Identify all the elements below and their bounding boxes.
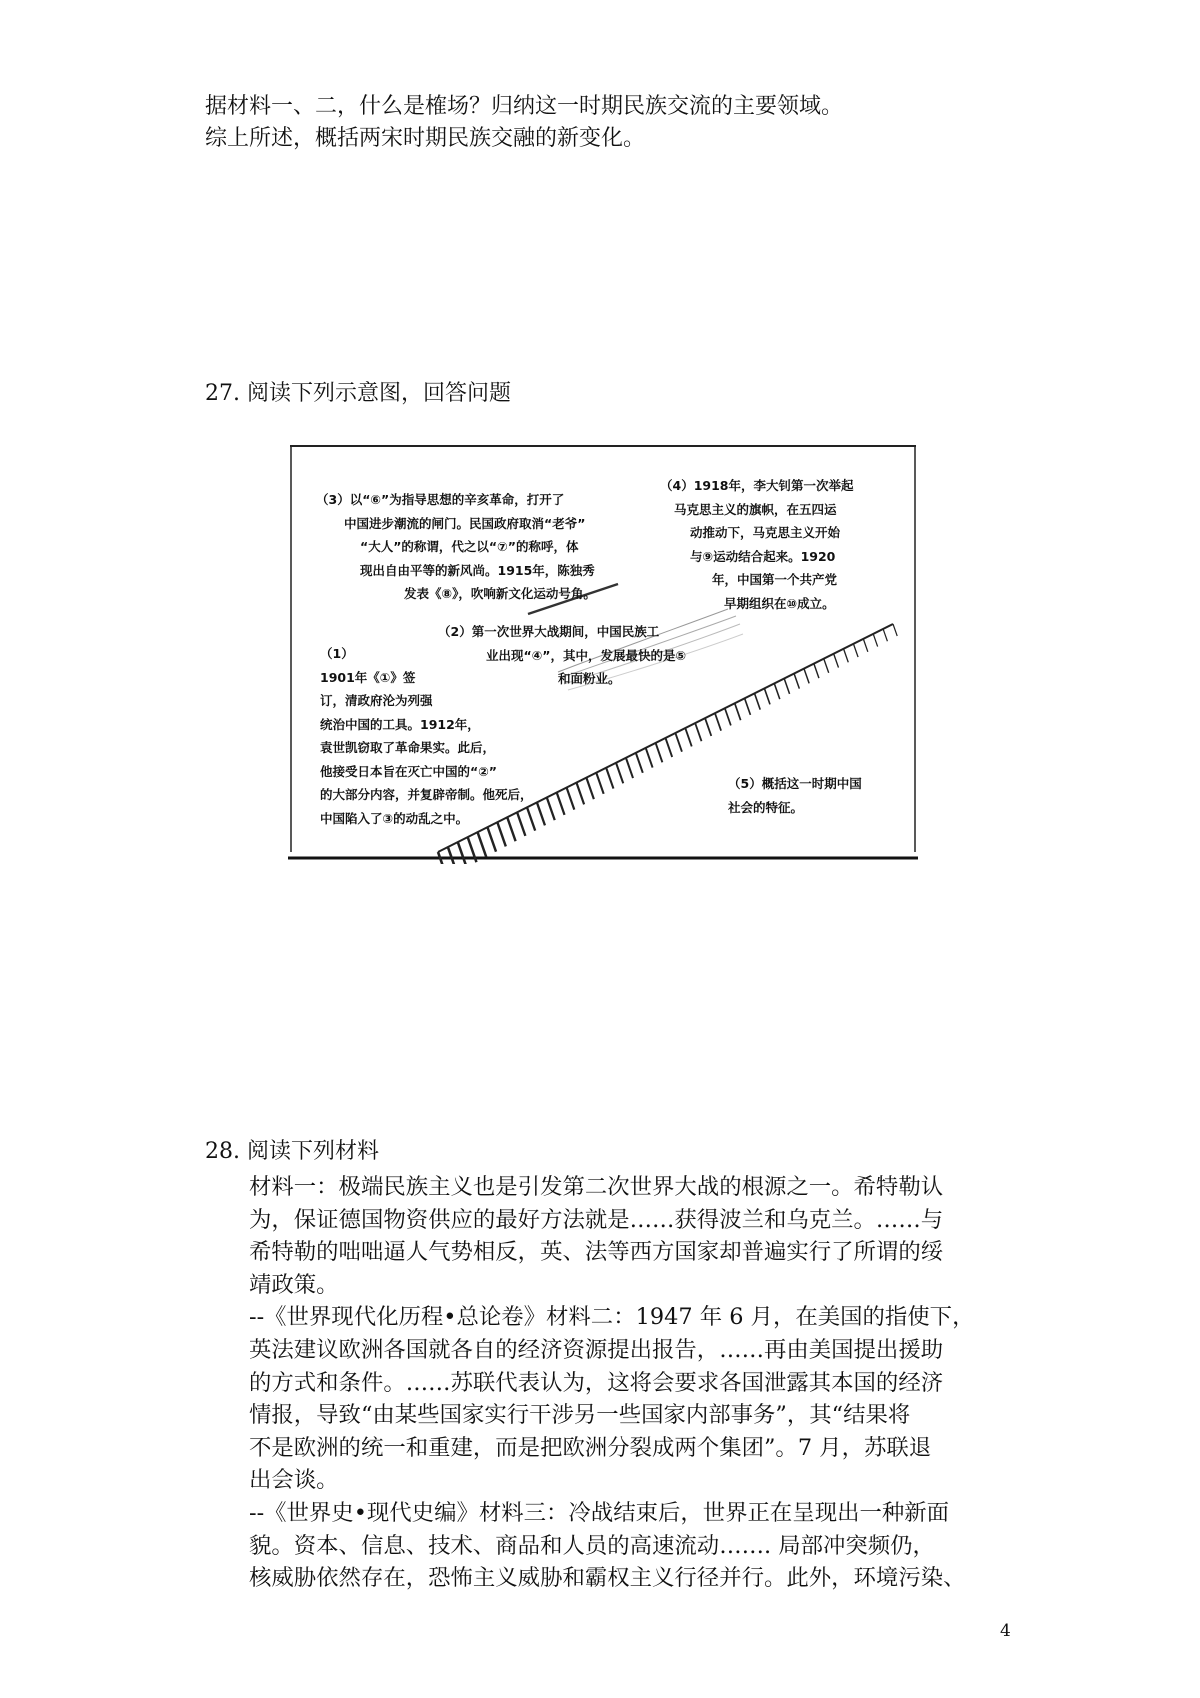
ruler-tick bbox=[705, 718, 711, 736]
material-line: 为，保证德国物资供应的最好方法就是……获得波兰和乌克兰。……与 bbox=[249, 1206, 944, 1233]
box-1-line: 袁世凯窃取了革命果实。此后， bbox=[320, 740, 496, 755]
ruler-tick bbox=[755, 693, 761, 709]
box-5-text bbox=[728, 772, 862, 819]
box-3-line: 发表《⑧》，吹响新文化运动号角。 bbox=[404, 586, 596, 601]
ruler-tick bbox=[764, 688, 770, 704]
ruler-tick bbox=[666, 738, 673, 757]
ruler-tick bbox=[576, 783, 584, 805]
material-line: 英法建议欧洲各国就各自的经济资源提出报告，……再由美国提出援助 bbox=[249, 1336, 944, 1363]
box-4-text bbox=[660, 474, 854, 615]
question-line-1: 据材料一、二，什么是榷场？归纳这一时期民族交流的主要领域。 bbox=[205, 94, 844, 119]
box-4-line: 年，中国第一个共产党 bbox=[712, 572, 838, 587]
ruler-tick bbox=[636, 753, 643, 773]
ruler-tick bbox=[774, 683, 779, 699]
box-3-line: 现出自由平等的新风尚。1915年，陈独秀 bbox=[360, 562, 595, 578]
ruler-tick bbox=[853, 644, 858, 657]
box-1-line: 他接受日本旨在灭亡中国的“②” bbox=[320, 763, 498, 779]
ruler-tick bbox=[863, 639, 868, 652]
ruler-tick bbox=[547, 797, 555, 820]
ruler-tick bbox=[458, 842, 467, 864]
box-3-line: “大人”的称谓，代之以“⑦”的称呼，体 bbox=[360, 539, 579, 554]
material-line: 貌。资本、信息、技术、商品和人员的高速流动……. 局部冲突频仍， bbox=[249, 1532, 935, 1559]
box-4-line: （4）1918年，李大钊第一次举起 bbox=[660, 478, 854, 493]
ruler-tick bbox=[586, 778, 594, 799]
box-1-line: 1901年《①》签 bbox=[320, 669, 416, 685]
box-1-text bbox=[320, 642, 533, 830]
ruler-tick bbox=[487, 827, 496, 851]
box-2-line: 和面粉业。 bbox=[558, 671, 621, 686]
box-1-line: 中国陷入了③的动乱之中。 bbox=[320, 810, 469, 826]
ruler-tick bbox=[557, 793, 565, 815]
box-3-line: （3）以“⑥”为指导思想的辛亥革命，打开了 bbox=[316, 492, 565, 507]
ruler-tick bbox=[824, 659, 829, 673]
box-1-line: （1） bbox=[320, 646, 354, 661]
box-4-line: 动推动下，马克思主义开始 bbox=[690, 525, 841, 540]
box-2-line: 业出现“④”，其中，发展最快的是⑤ bbox=[486, 647, 687, 663]
question-line-2: 综上所述，概括两宋时期民族交融的新变化。 bbox=[205, 126, 646, 151]
material-line: 希特勒的咄咄逼人气势相反，英、法等西方国家却普遍实行了所谓的绥 bbox=[249, 1239, 944, 1266]
ruler-tick bbox=[873, 634, 877, 647]
box-4-line: 马克思主义的旗帜，在五四运 bbox=[674, 501, 837, 517]
ruler-tick bbox=[844, 649, 849, 663]
ruler-tick bbox=[784, 679, 789, 694]
box-1-line: 订，清政府沦为列强 bbox=[320, 693, 433, 708]
question-28-materials bbox=[249, 1171, 1009, 1595]
box-4-line: 早期组织在⑩成立。 bbox=[724, 595, 835, 611]
ruler-tick bbox=[567, 788, 575, 810]
ruler-tick bbox=[735, 703, 741, 720]
ruler-tick bbox=[725, 708, 731, 725]
ruler-tick bbox=[616, 763, 623, 784]
box-2-line: （2）第一次世界大战期间，中国民族工 bbox=[438, 624, 660, 639]
ruler-tick bbox=[656, 743, 663, 762]
box-4-line: 与⑨运动结合起来。1920 bbox=[690, 548, 836, 564]
material-line: 的方式和条件。……苏联代表认为，这将会要求各国泄露其本国的经济 bbox=[249, 1369, 944, 1396]
material-line: 出会谈。 bbox=[249, 1467, 339, 1494]
ruler-tick bbox=[893, 624, 897, 636]
box-5-line: 社会的特征。 bbox=[728, 799, 804, 815]
ruler-tick bbox=[794, 674, 799, 689]
material-line: --《世界史•现代史编》材料三：冷战结束后，世界正在呈现出一种新面 bbox=[249, 1499, 950, 1526]
box-5-line: （5）概括这一时期中国 bbox=[728, 776, 862, 791]
ruler-tick bbox=[814, 664, 819, 678]
material-line: 材料一：极端民族主义也是引发第二次世界大战的根源之一。希特勒认 bbox=[249, 1174, 944, 1200]
ruler-tick bbox=[606, 768, 613, 789]
ruler-tick bbox=[478, 832, 487, 857]
ruler-tick bbox=[685, 728, 691, 746]
ruler-tick bbox=[448, 847, 457, 864]
ruler-tick bbox=[745, 698, 751, 715]
material-line: --《世界现代化历程•总论卷》材料二：1947 年 6 月，在美国的指使下， bbox=[249, 1304, 975, 1331]
ruler-tick bbox=[675, 733, 682, 752]
page-number: 4 bbox=[1000, 1621, 1011, 1641]
timeline-diagram bbox=[288, 444, 918, 864]
material-line: 不是欧洲的统一和重建，而是把欧洲分裂成两个集团”。7 月，苏联退 bbox=[249, 1434, 932, 1461]
material-line: 靖政策。 bbox=[249, 1271, 339, 1298]
material-line: 核威胁依然存在，恐怖主义威胁和霸权主义行径并行。此外，环境污染、 bbox=[249, 1565, 966, 1592]
ruler-tick bbox=[596, 773, 603, 794]
box-1-line: 的大部分内容，并复辟帝制。他死后， bbox=[320, 787, 533, 802]
question-27-heading: 27. 阅读下列示意图，回答问题 bbox=[205, 381, 511, 406]
ruler-tick bbox=[537, 802, 545, 825]
question-28-heading: 28. 阅读下列材料 bbox=[205, 1139, 379, 1164]
ruler-tick bbox=[646, 748, 653, 768]
ruler-tick bbox=[804, 669, 809, 684]
ruler-tick bbox=[695, 723, 701, 741]
ruler-tick bbox=[834, 654, 839, 668]
ruler-tick bbox=[626, 758, 633, 778]
ruler-tick bbox=[715, 713, 721, 730]
box-3-line: 中国进步潮流的闸门。民国政府取消“老爷” bbox=[344, 515, 586, 531]
box-3-text bbox=[316, 488, 596, 606]
box-1-line: 统治中国的工具。1912年， bbox=[320, 716, 480, 732]
material-line: 情报，导致“由某些国家实行干涉另一些国家内部事务”，其“结果将 bbox=[249, 1402, 911, 1429]
ruler-tick bbox=[883, 629, 887, 641]
